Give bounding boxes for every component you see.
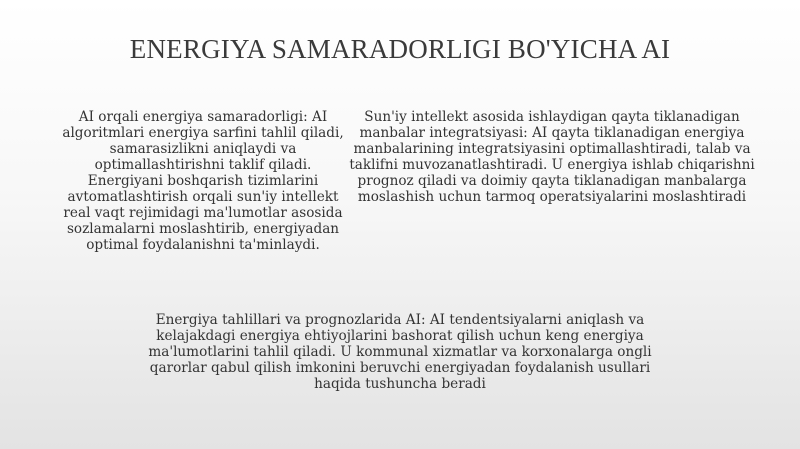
paragraph-energy-efficiency: AI orqali energiya samaradorligi: AI algoritmlari energiya sarfini tahlil qiladi, samarasizlikni aniqlaydi va optimallashtirishni taklif qiladi. Energiyani boshqarish tizimlarini avtomatlashtirish orqali sun'iy intellekt real vaqt rejimidagi ma'lumotlar asosida sozlamalarni moslashtirib, energiyadan optimal foydalanishni ta'minlaydi. — [62, 109, 344, 253]
slide-title: ENERGIYA SAMARADORLIGI BO'YICHA AI — [129, 34, 671, 64]
paragraph-energy-analytics: Energiya tahlillari va prognozlarida AI: AI tendentsiyalarni aniqlash va kelajakdagi energiya ehtiyojlarini bashorat qilish uchun keng energiya ma'lumotlarini tahlil qiladi. U kommunal xizmatlar va korxonalarga ongli qarorlar qabul qilish imkonini beruvchi energiyadan foydalanish usullari haqida tushuncha beradi — [148, 312, 652, 392]
paragraph-renewable-integration: Sun'iy intellekt asosida ishlaydigan qayta tiklanadigan manbalar integratsiyasi: AI qayta tiklanadigan energiya manbalarining integratsiyasini optimallashtiradi, talab va taklifni muvozanatlashtiradi. U energiya ishlab chiqarishni prognoz qiladi va doimiy qayta tiklanadigan manbalarga moslashish uchun tarmoq operatsiyalarini moslashtiradi — [349, 109, 755, 205]
